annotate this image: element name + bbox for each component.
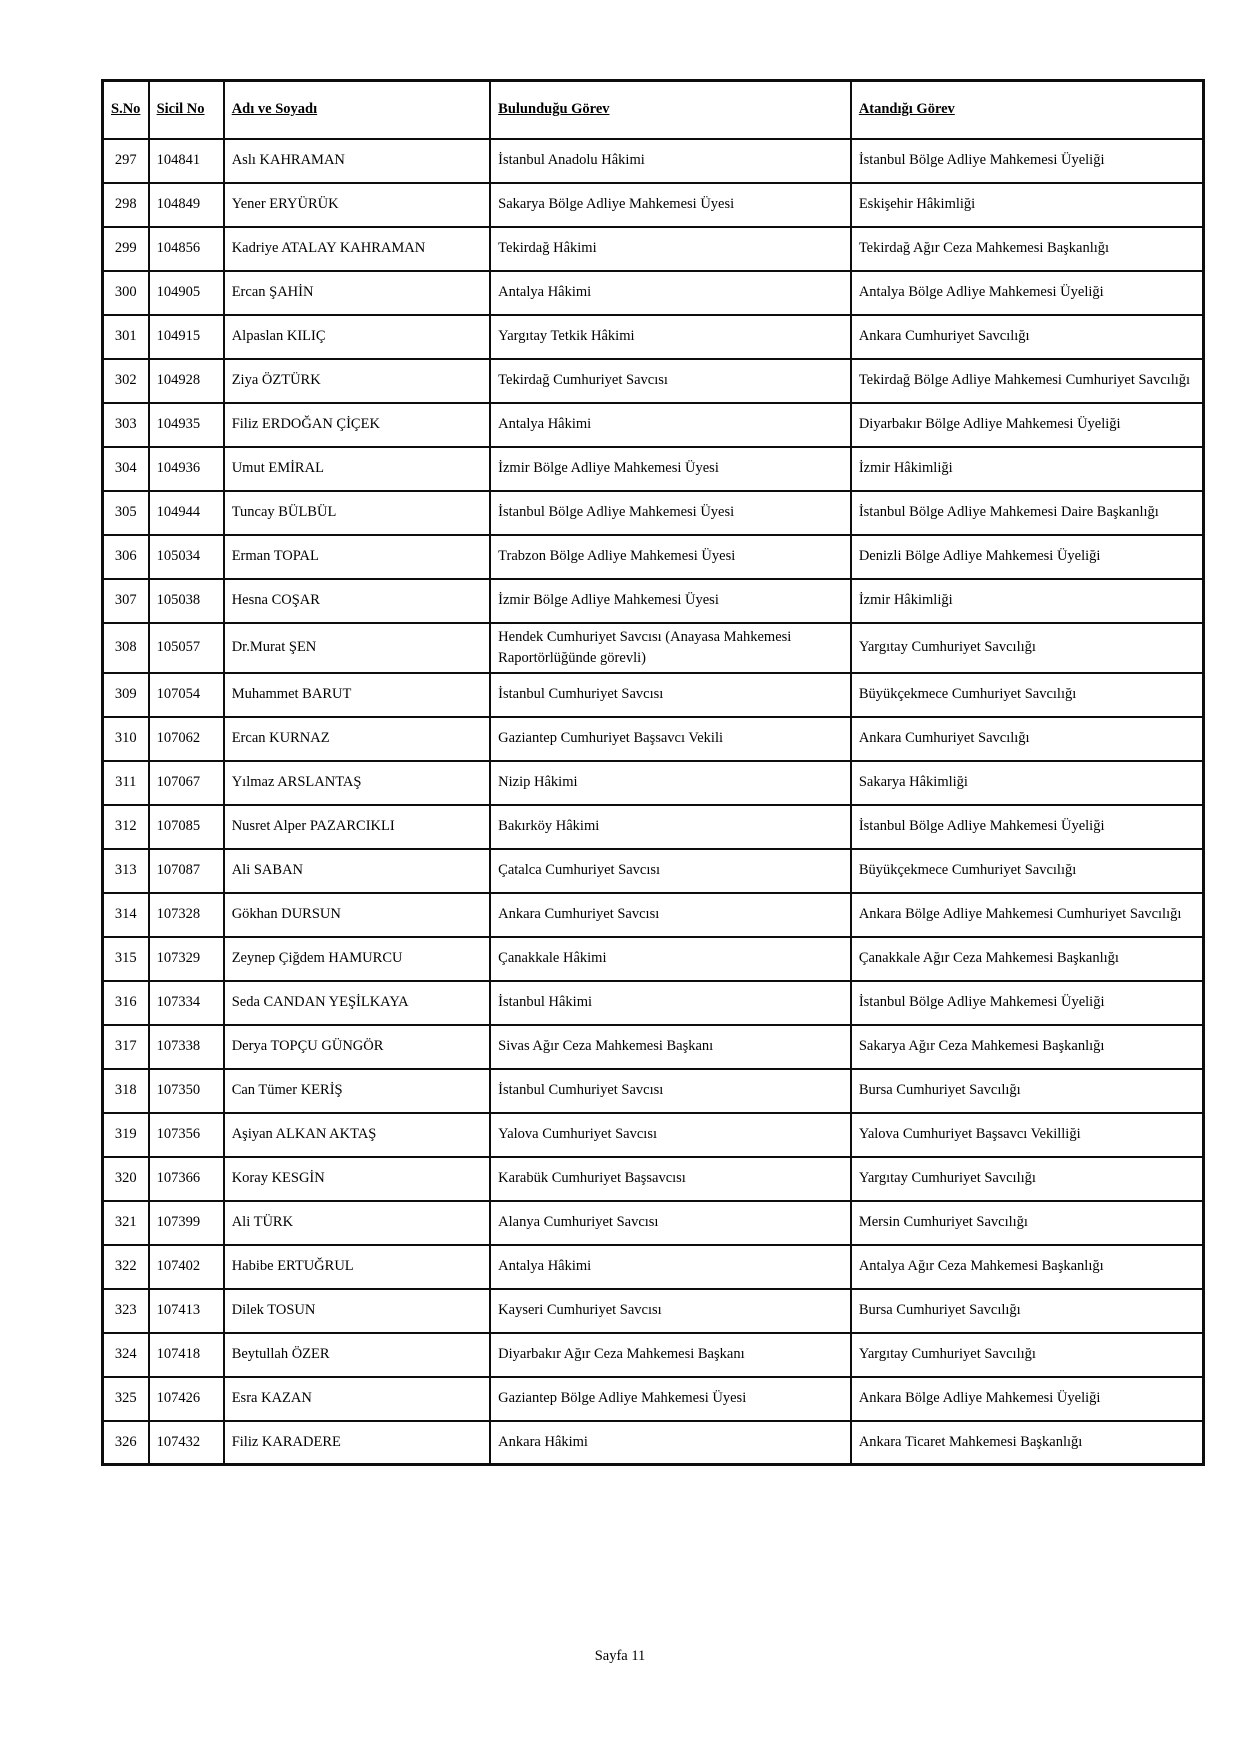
cell-name-surname: Kadriye ATALAY KAHRAMAN: [224, 227, 490, 271]
cell-registry-no: 107426: [149, 1377, 224, 1421]
table-row: [103, 849, 1204, 893]
table-row: [103, 673, 1204, 717]
cell-serial-no: 299: [103, 227, 149, 271]
cell-serial-no: 297: [103, 139, 149, 183]
cell-assigned-duty: Ankara Bölge Adliye Mahkemesi Cumhuriyet Savcılığı: [851, 893, 1204, 937]
cell-name-surname: Yılmaz ARSLANTAŞ: [224, 761, 490, 805]
cell-registry-no: 105038: [149, 579, 224, 623]
table-row: [103, 315, 1204, 359]
cell-registry-no: 104915: [149, 315, 224, 359]
cell-current-duty: İzmir Bölge Adliye Mahkemesi Üyesi: [490, 579, 851, 623]
table-row: [103, 359, 1204, 403]
cell-current-duty: Trabzon Bölge Adliye Mahkemesi Üyesi: [490, 535, 851, 579]
cell-registry-no: 107399: [149, 1201, 224, 1245]
table-row: [103, 1201, 1204, 1245]
cell-serial-no: 325: [103, 1377, 149, 1421]
cell-current-duty: Bakırköy Hâkimi: [490, 805, 851, 849]
cell-serial-no: 311: [103, 761, 149, 805]
cell-assigned-duty: Antalya Ağır Ceza Mahkemesi Başkanlığı: [851, 1245, 1204, 1289]
cell-registry-no: 107366: [149, 1157, 224, 1201]
table-row: [103, 139, 1204, 183]
table-row: [103, 1025, 1204, 1069]
cell-name-surname: Dilek TOSUN: [224, 1289, 490, 1333]
cell-name-surname: Aşiyan ALKAN AKTAŞ: [224, 1113, 490, 1157]
cell-name-surname: Ziya ÖZTÜRK: [224, 359, 490, 403]
cell-name-surname: Erman TOPAL: [224, 535, 490, 579]
table-row: [103, 1245, 1204, 1289]
cell-serial-no: 317: [103, 1025, 149, 1069]
cell-assigned-duty: Tekirdağ Bölge Adliye Mahkemesi Cumhuriyet Savcılığı: [851, 359, 1204, 403]
cell-assigned-duty: Büyükçekmece Cumhuriyet Savcılığı: [851, 673, 1204, 717]
cell-assigned-duty: İstanbul Bölge Adliye Mahkemesi Üyeliği: [851, 805, 1204, 849]
cell-serial-no: 306: [103, 535, 149, 579]
cell-assigned-duty: Ankara Ticaret Mahkemesi Başkanlığı: [851, 1421, 1204, 1465]
table-row: [103, 717, 1204, 761]
table-row: [103, 535, 1204, 579]
cell-registry-no: 105057: [149, 623, 224, 673]
cell-current-duty: Sivas Ağır Ceza Mahkemesi Başkanı: [490, 1025, 851, 1069]
cell-assigned-duty: Yargıtay Cumhuriyet Savcılığı: [851, 1157, 1204, 1201]
cell-current-duty: Karabük Cumhuriyet Başsavcısı: [490, 1157, 851, 1201]
cell-name-surname: Ercan ŞAHİN: [224, 271, 490, 315]
cell-name-surname: Hesna COŞAR: [224, 579, 490, 623]
cell-assigned-duty: Büyükçekmece Cumhuriyet Savcılığı: [851, 849, 1204, 893]
cell-current-duty: İstanbul Hâkimi: [490, 981, 851, 1025]
cell-serial-no: 303: [103, 403, 149, 447]
cell-current-duty: Tekirdağ Hâkimi: [490, 227, 851, 271]
cell-name-surname: Zeynep Çiğdem HAMURCU: [224, 937, 490, 981]
cell-current-duty: Çanakkale Hâkimi: [490, 937, 851, 981]
cell-assigned-duty: İstanbul Bölge Adliye Mahkemesi Üyeliği: [851, 981, 1204, 1025]
table-row: [103, 1289, 1204, 1333]
cell-registry-no: 107054: [149, 673, 224, 717]
cell-name-surname: Filiz ERDOĞAN ÇİÇEK: [224, 403, 490, 447]
cell-current-duty: Antalya Hâkimi: [490, 271, 851, 315]
cell-name-surname: Muhammet BARUT: [224, 673, 490, 717]
cell-registry-no: 107328: [149, 893, 224, 937]
cell-name-surname: Dr.Murat ŞEN: [224, 623, 490, 673]
cell-name-surname: Ali SABAN: [224, 849, 490, 893]
cell-assigned-duty: Yalova Cumhuriyet Başsavcı Vekilliği: [851, 1113, 1204, 1157]
cell-current-duty: Yalova Cumhuriyet Savcısı: [490, 1113, 851, 1157]
cell-registry-no: 107432: [149, 1421, 224, 1465]
cell-registry-no: 107356: [149, 1113, 224, 1157]
cell-current-duty: Gaziantep Bölge Adliye Mahkemesi Üyesi: [490, 1377, 851, 1421]
table-header: [103, 81, 1204, 139]
table-row: [103, 579, 1204, 623]
cell-name-surname: Seda CANDAN YEŞİLKAYA: [224, 981, 490, 1025]
header-name-surname: Adı ve Soyadı: [224, 81, 490, 139]
cell-current-duty: İstanbul Cumhuriyet Savcısı: [490, 673, 851, 717]
cell-assigned-duty: Ankara Cumhuriyet Savcılığı: [851, 315, 1204, 359]
cell-current-duty: İzmir Bölge Adliye Mahkemesi Üyesi: [490, 447, 851, 491]
cell-name-surname: Can Tümer KERİŞ: [224, 1069, 490, 1113]
cell-serial-no: 324: [103, 1333, 149, 1377]
cell-assigned-duty: Sakarya Ağır Ceza Mahkemesi Başkanlığı: [851, 1025, 1204, 1069]
cell-serial-no: 307: [103, 579, 149, 623]
cell-registry-no: 105034: [149, 535, 224, 579]
cell-registry-no: 107413: [149, 1289, 224, 1333]
appointments-table-container: [101, 79, 1205, 1466]
cell-name-surname: Esra KAZAN: [224, 1377, 490, 1421]
cell-name-surname: Ali TÜRK: [224, 1201, 490, 1245]
table-row: [103, 1069, 1204, 1113]
header-current-duty: Bulunduğu Görev: [490, 81, 851, 139]
table-row: [103, 183, 1204, 227]
cell-current-duty: Sakarya Bölge Adliye Mahkemesi Üyesi: [490, 183, 851, 227]
cell-registry-no: 107067: [149, 761, 224, 805]
cell-assigned-duty: Diyarbakır Bölge Adliye Mahkemesi Üyeliği: [851, 403, 1204, 447]
header-serial-no: S.No: [103, 81, 149, 139]
cell-assigned-duty: Mersin Cumhuriyet Savcılığı: [851, 1201, 1204, 1245]
cell-serial-no: 298: [103, 183, 149, 227]
cell-serial-no: 323: [103, 1289, 149, 1333]
cell-name-surname: Yener ERYÜRÜK: [224, 183, 490, 227]
page-number: Sayfa 11: [594, 1648, 646, 1664]
cell-name-surname: Nusret Alper PAZARCIKLI: [224, 805, 490, 849]
cell-assigned-duty: Ankara Bölge Adliye Mahkemesi Üyeliği: [851, 1377, 1204, 1421]
cell-name-surname: Umut EMİRAL: [224, 447, 490, 491]
cell-current-duty: Tekirdağ Cumhuriyet Savcısı: [490, 359, 851, 403]
cell-serial-no: 309: [103, 673, 149, 717]
table-header-row: [103, 81, 1204, 139]
header-assigned-duty: Atandığı Görev: [851, 81, 1204, 139]
cell-current-duty: Antalya Hâkimi: [490, 403, 851, 447]
cell-registry-no: 107087: [149, 849, 224, 893]
table-row: [103, 937, 1204, 981]
table-row: [103, 491, 1204, 535]
cell-serial-no: 308: [103, 623, 149, 673]
cell-assigned-duty: Çanakkale Ağır Ceza Mahkemesi Başkanlığı: [851, 937, 1204, 981]
table-row: [103, 1421, 1204, 1465]
cell-current-duty: İstanbul Bölge Adliye Mahkemesi Üyesi: [490, 491, 851, 535]
cell-serial-no: 315: [103, 937, 149, 981]
cell-assigned-duty: Tekirdağ Ağır Ceza Mahkemesi Başkanlığı: [851, 227, 1204, 271]
cell-registry-no: 104936: [149, 447, 224, 491]
cell-current-duty: Ankara Cumhuriyet Savcısı: [490, 893, 851, 937]
cell-registry-no: 107402: [149, 1245, 224, 1289]
cell-registry-no: 107062: [149, 717, 224, 761]
cell-name-surname: Beytullah ÖZER: [224, 1333, 490, 1377]
cell-serial-no: 305: [103, 491, 149, 535]
cell-current-duty: Gaziantep Cumhuriyet Başsavcı Vekili: [490, 717, 851, 761]
table-row: [103, 1377, 1204, 1421]
cell-current-duty: Nizip Hâkimi: [490, 761, 851, 805]
cell-serial-no: 320: [103, 1157, 149, 1201]
cell-assigned-duty: Bursa Cumhuriyet Savcılığı: [851, 1069, 1204, 1113]
cell-assigned-duty: İzmir Hâkimliği: [851, 447, 1204, 491]
cell-registry-no: 107334: [149, 981, 224, 1025]
cell-name-surname: Tuncay BÜLBÜL: [224, 491, 490, 535]
cell-name-surname: Filiz KARADERE: [224, 1421, 490, 1465]
table-row: [103, 761, 1204, 805]
cell-current-duty: Hendek Cumhuriyet Savcısı (Anayasa Mahkemesi Raportörlüğünde görevli): [490, 623, 851, 673]
cell-name-surname: Gökhan DURSUN: [224, 893, 490, 937]
cell-current-duty: Yargıtay Tetkik Hâkimi: [490, 315, 851, 359]
cell-current-duty: Antalya Hâkimi: [490, 1245, 851, 1289]
cell-serial-no: 301: [103, 315, 149, 359]
appointments-table: [101, 79, 1205, 1466]
cell-current-duty: İstanbul Anadolu Hâkimi: [490, 139, 851, 183]
cell-assigned-duty: Sakarya Hâkimliği: [851, 761, 1204, 805]
cell-registry-no: 104928: [149, 359, 224, 403]
cell-assigned-duty: Antalya Bölge Adliye Mahkemesi Üyeliği: [851, 271, 1204, 315]
cell-registry-no: 104856: [149, 227, 224, 271]
cell-registry-no: 104841: [149, 139, 224, 183]
table-row: [103, 1113, 1204, 1157]
table-row: [103, 1333, 1204, 1377]
cell-assigned-duty: Ankara Cumhuriyet Savcılığı: [851, 717, 1204, 761]
cell-current-duty: Kayseri Cumhuriyet Savcısı: [490, 1289, 851, 1333]
cell-current-duty: Alanya Cumhuriyet Savcısı: [490, 1201, 851, 1245]
cell-serial-no: 316: [103, 981, 149, 1025]
table-body: [103, 139, 1204, 1465]
cell-assigned-duty: Eskişehir Hâkimliği: [851, 183, 1204, 227]
cell-assigned-duty: Denizli Bölge Adliye Mahkemesi Üyeliği: [851, 535, 1204, 579]
cell-assigned-duty: Yargıtay Cumhuriyet Savcılığı: [851, 1333, 1204, 1377]
cell-serial-no: 300: [103, 271, 149, 315]
cell-serial-no: 318: [103, 1069, 149, 1113]
cell-current-duty: Çatalca Cumhuriyet Savcısı: [490, 849, 851, 893]
cell-serial-no: 312: [103, 805, 149, 849]
cell-serial-no: 302: [103, 359, 149, 403]
cell-registry-no: 104944: [149, 491, 224, 535]
table-row: [103, 271, 1204, 315]
cell-serial-no: 310: [103, 717, 149, 761]
cell-serial-no: 322: [103, 1245, 149, 1289]
cell-name-surname: Habibe ERTUĞRUL: [224, 1245, 490, 1289]
table-row: [103, 893, 1204, 937]
header-registry-no: Sicil No: [149, 81, 224, 139]
cell-name-surname: Derya TOPÇU GÜNGÖR: [224, 1025, 490, 1069]
table-row: [103, 805, 1204, 849]
cell-current-duty: Ankara Hâkimi: [490, 1421, 851, 1465]
cell-serial-no: 304: [103, 447, 149, 491]
cell-assigned-duty: Bursa Cumhuriyet Savcılığı: [851, 1289, 1204, 1333]
cell-registry-no: 107338: [149, 1025, 224, 1069]
table-row: [103, 403, 1204, 447]
cell-assigned-duty: İstanbul Bölge Adliye Mahkemesi Üyeliği: [851, 139, 1204, 183]
cell-name-surname: Ercan KURNAZ: [224, 717, 490, 761]
table-row: [103, 981, 1204, 1025]
cell-registry-no: 107329: [149, 937, 224, 981]
cell-current-duty: Diyarbakır Ağır Ceza Mahkemesi Başkanı: [490, 1333, 851, 1377]
table-row: [103, 227, 1204, 271]
table-row: [103, 1157, 1204, 1201]
cell-serial-no: 321: [103, 1201, 149, 1245]
cell-registry-no: 107085: [149, 805, 224, 849]
cell-registry-no: 107350: [149, 1069, 224, 1113]
cell-registry-no: 104905: [149, 271, 224, 315]
cell-registry-no: 107418: [149, 1333, 224, 1377]
cell-assigned-duty: Yargıtay Cumhuriyet Savcılığı: [851, 623, 1204, 673]
cell-registry-no: 104849: [149, 183, 224, 227]
cell-name-surname: Koray KESGİN: [224, 1157, 490, 1201]
cell-registry-no: 104935: [149, 403, 224, 447]
cell-assigned-duty: İstanbul Bölge Adliye Mahkemesi Daire Başkanlığı: [851, 491, 1204, 535]
cell-assigned-duty: İzmir Hâkimliği: [851, 579, 1204, 623]
cell-current-duty: İstanbul Cumhuriyet Savcısı: [490, 1069, 851, 1113]
cell-name-surname: Aslı KAHRAMAN: [224, 139, 490, 183]
cell-serial-no: 326: [103, 1421, 149, 1465]
cell-serial-no: 319: [103, 1113, 149, 1157]
table-row: [103, 623, 1204, 673]
cell-serial-no: 313: [103, 849, 149, 893]
cell-serial-no: 314: [103, 893, 149, 937]
cell-name-surname: Alpaslan KILIÇ: [224, 315, 490, 359]
table-row: [103, 447, 1204, 491]
